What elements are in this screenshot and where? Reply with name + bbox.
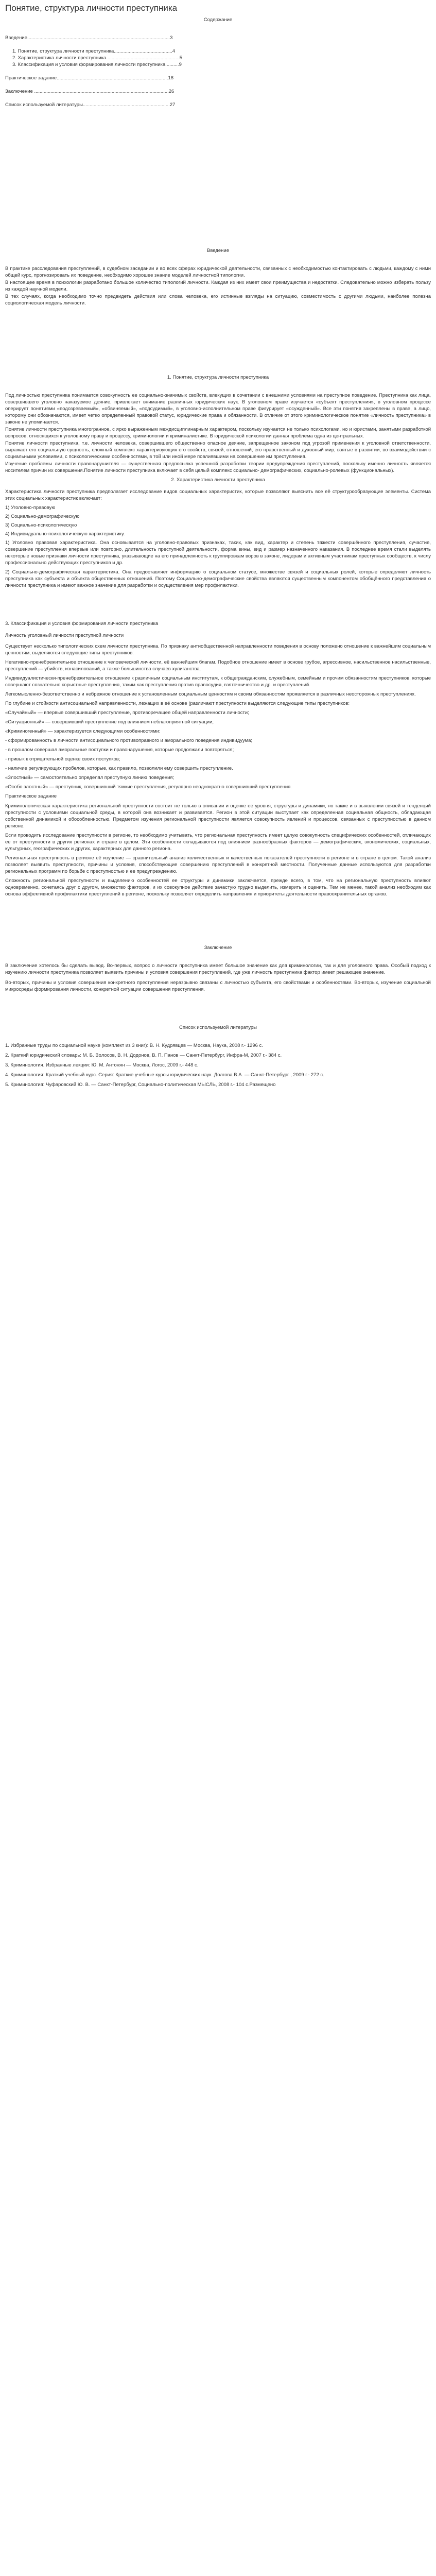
toc-line: Практическое задание..................................................................................18 <box>5 75 174 81</box>
paragraph: В тех случаях, когда необходимо точно предвидеть действия или слова человека, его истинные взгляды на ситуацию, совместимость с другими людьми, наиболее полезна социологическая модель личности. <box>5 294 431 306</box>
paragraph: - сформированность в личности антисоциального противоправного и аморального поведения индивидуума; <box>5 738 253 743</box>
section-practical <box>5 793 431 897</box>
paragraph: 2) Социально-демографическая характеристика. Она предоставляет информацию о социальном статусе, множестве связей и социальных ролей, которые определяют личность преступника как субъекта и объекта общественных отношений. Поэтому Социально-демографические свойства являются существенным компонентом обобщённого представления о личности преступника и имеют важное значение для разработки и осуществления мер профилактики. <box>5 569 431 588</box>
page-title: Понятие, структура личности преступника <box>5 3 178 13</box>
paragraph: «Криминогенный» — характеризуется следующими особенностями: <box>5 728 161 734</box>
toc-line: 3. Классификация и условия формирования личности преступника..........9 <box>12 62 182 67</box>
table-of-contents <box>5 16 431 108</box>
paragraph: Существует несколько типологических схем личности преступника. По признаку антиобщественной направленности поведения в основу положено отношение к важнейшим социальным ценностям, выделяются следующие типы преступников: <box>5 643 431 656</box>
section-introduction <box>5 247 431 307</box>
toc-line: Список используемой литературы................................................................27 <box>5 102 176 108</box>
paragraph: «Случайный» — впервые совершивший преступление, противоречащее общей направленности личности; <box>5 710 249 716</box>
paragraph: В настоящее время в психологии разработано большое количество типологий личности. Каждая из них имеет свои преимущества и недостатки. Следовательно можно изберать пользу из каждой научной модели. <box>5 280 431 292</box>
paragraph: Понятие личности преступника многогранное, с ярко выраженным междисциплинарным характером, поскольку изучается не только психологами, но и юристами, занятыми разработкой вопросов, относящихся к уголовному праву и процессу, криминологии и криминалистике. В юридической психологии данная проблема одна из центральных. <box>5 427 431 439</box>
bibliography-item: 1. Избранные труды по социальной науке (комплект из 3 книг): В. Н. Кудрявцев — Москва, Наука, 2008 г.- 1296 с. <box>5 1043 263 1048</box>
paragraph: 1) Уголовно правовая характеристика. Она основывается на уголовно-правовых признаках, таких, как вид, характер и степень тяжести совершённого преступления, сучастие, совершение преступления впервые или повторно, длительность преступной деятельности, форма вины, вид и размер назначенного наказания. В последнее время стали выделять некоторые новые признаки личности преступника, указывающие на его принадлежность к группировкам воров в законе, лидерам и активным участникам преступных сообществ, к числу профессионально действующих преступников и др. <box>5 540 431 566</box>
paragraph: Личность уголовный личности преступной личности <box>5 633 124 638</box>
section-heading: 2. Характеристика личности преступника <box>171 477 265 483</box>
paragraph: Региональная преступность в регионе её изучение — сравнительный анализ количественных и качественных показателей преступности в регионе и в стране в целом. Такой анализ позволяет выявить преступности, причины и условия, способствующие совершению преступлений в конкретной местности. Полученные данные используются для разработки региональных программ по борьбе с преступностью и ее предупреждению. <box>5 855 431 874</box>
paragraph: В заключение хотелось бы сделать вывод. Во-первых, вопрос о личности преступника имеет большое значение как для криминологии, так и для уголовного права. Особый подход к изучению личности преступника позволяет выявить причины и условия совершения преступлений, где уже личность преступника фактор имеет решающее значение. <box>5 963 431 975</box>
paragraph: Если проводить исследование преступности в регионе, то необходимо учитывать, что региональная преступность имеет целую совокупность специфических особенностей, отличающих ее от преступности в других регионах и стране в целом. Эти особенности складываются под влиянием разнообразных факторов — демографических, экономических, социальных, культурных, географических и других, характерных для данного региона. <box>5 833 431 852</box>
section-heading: 1. Понятие, структура личности преступника <box>167 375 269 380</box>
section-3 <box>5 620 431 790</box>
paragraph: Негативно-пренебрежительное отношение к человеческой личности, её важнейшим благам. Подобное отношение имеет в основе грубое, агрессивное, насильственное насильственные, преступлений — убийств, изнасилований, а также большинства случаев хулиганства. <box>5 659 431 672</box>
section-heading: Заключение <box>204 945 232 951</box>
list-item: 4) Индивидуально-психологическую характеристику. <box>5 531 125 537</box>
bibliography-item: 3. Криминология. Избранные лекции: Ю. М. Антонян — Москва, Логос, 2009 г.- 448 с. <box>5 1062 199 1068</box>
section-heading: Введение <box>206 248 229 253</box>
paragraph: «Злостный» — самостоятельно определял преступную линию поведения; <box>5 775 175 781</box>
section-heading: Практическое задание <box>5 793 57 799</box>
section-1 <box>5 374 431 474</box>
toc-line: 2. Характеристика личности преступника......................................................5 <box>12 55 183 61</box>
section-heading: 3. Классификация и условия формирования личности преступника <box>5 621 159 626</box>
toc-heading: Содержание <box>203 17 233 23</box>
list-item: 3) Социально-психологическую <box>5 522 77 528</box>
bibliography-item: 2. Краткий юридический словарь: М. Б. Волосов, В. Н. Додонов, В. П. Панов — Санкт-Петербург, Инфра-М, 2007 г.- 384 с. <box>5 1053 282 1058</box>
section-heading: Список используемой литературы <box>179 1025 257 1030</box>
section-conclusion <box>5 944 431 993</box>
paragraph: По глубине и стойкости антисоциальной направленности, лежащих в её основе (различают преступности выделяются следующие типы преступников: <box>5 701 350 706</box>
bibliography-item: 5. Криминология: Чуфаровский Ю. В. — Санкт-Петербург, Социально-политическая МЫСЛЬ, 2008 г.- 104 с.Размещено <box>5 1082 276 1088</box>
bibliography-item: 4. Криминология: Краткий учебный курс. Серия: Краткие учебные курсы юридических наук. Долгова В.А. — Санкт-Петербург , 2009 г.- 272 с. <box>5 1072 324 1078</box>
paragraph: Криминологическая характеристика региональной преступности состоит не только в описании и оценке ее уровня, структуры и динамики, но также и в выявлении связей и тенденций преступности с условиями социальной среды, в которой она возникает и развивается. Регион в этой ситуации выступает как определенная социальная общность, обладающая собственной динамикой и обособленностью. Предметом изучения региональной преступности является совокупность явлений и процессов, связанных с преступностью в данном регионе. <box>5 803 431 829</box>
paragraph: Сложность региональной преступности и выделению особенностей ее структуры и динамики заключается, прежде всего, в том, что на региональную преступность влияют одновременно, сочетаясь друг с другом, множество факторов, и их совокупное действие зачастую трудно выделить, измерить и оценить. Тем не менее, такой анализ необходим как основа эффективной профилактики преступлений в регионе, поскольку позволяет определить направления и приоритеты деятельности правоохранительных органов. <box>5 878 431 897</box>
list-item: 1) Уголовно-правовую <box>5 505 56 511</box>
paragraph: Под личностью преступника понимается совокупность ее социально-значимых свойств, влекущих в сочетании с внешними условиями на преступное поведение. Преступника как лица, совершившего уголовно наказуемое деяние, привлекает внимание различных юридических наук. В уголовном праве изучается «субъект преступления», в уголовном процессе оперирует понятиями «подозреваемый», «обвиняемый», «подсудимый», в уголовно-исполнительном праве фигурирует «осужденный». Все эти понятия закреплены в праве, а лицо, которому они обозначаются, имеет четко определенный правовой статус, юридические права и обязанности. В отличие от этого криминологическое понятие «личность преступника» в законе не упоминается. <box>5 393 431 425</box>
paragraph: Понятие личности преступника, т.е. личности человека, совершившего общественно опасное деяние, запрещенное законом под угрозой применения к уголовной ответственности, выражает его социальную сущность, сложный комплекс характеризующих его свойств, связей, отношений, его нравственный и духовный мир, взятые в развитии, во взаимодействии с социальными условиями, с психологическими особенностями, в той или иной мере повлиявшими на совершение им преступления. <box>5 440 431 460</box>
section-bibliography <box>5 1024 431 1088</box>
paragraph: - в прошлом совершал аморальные поступки и правонарушения, которые продолжали повторяться; <box>5 747 234 753</box>
paragraph: «Ситуационный» — совершивший преступление под влиянием неблагоприятной ситуации; <box>5 719 214 725</box>
document-page <box>0 3 436 1092</box>
paragraph: Индивидуалистически-пренебрежительное отношение к различным социальным институтам, к общегражданским, служебным, семейным и прочим обязанностям преступников, которые совершают сознательно корыстные преступления, таким как преступления против правосудия, взяточничество и др. и преступлений. <box>5 675 431 688</box>
paragraph: - наличие регулирующих пробелов, которые, как правило, позволили ему совершить преступление. <box>5 766 233 771</box>
toc-line: Введение.........................................................................................................3 <box>5 35 173 41</box>
section-2 <box>5 477 431 589</box>
paragraph: Легкомысленно-безответственно и небрежное отношение к установленным социальным ценностям и своим обязанностям проявляется в различных неосторожных преступлениях. <box>5 691 416 697</box>
paragraph: Изучение проблемы личности правонарушителя — существенная предпосылка успешной разработки теории предупреждения преступлений, поскольку именно личность является носителем причин их совершения.Понятие личности преступника включает в себя целый комплекс социально- демографических, социально-ролевых (функциональных). <box>5 461 431 473</box>
paragraph: В практике расследования преступлений, в судебном заседании и во всех сферах юридической деятельности, связанных с необходимостью контактировать с людьми, каждому с ними общей курс, прогнозировать их поведение, необходимо хорошее знание моделей личностной типологии. <box>5 266 431 278</box>
toc-line: 1. Понятие, структура личности преступника...........................................4 <box>12 48 176 54</box>
paragraph: «Особо злостный» — преступник, совершивший тяжкие преступления, регулярно неоднократно совершивший преступления. <box>5 784 292 790</box>
toc-line: Заключение ...................................................................................................26 <box>5 89 175 94</box>
list-item: 2) Социально-демографическую <box>5 514 80 519</box>
paragraph: - привык к отрицательной оценке своих поступков; <box>5 756 120 762</box>
paragraph: Характеристика личности преступника предполагает исследование видов социальных характеристик, которые позволяют выяснить все её структурообразующие элементы. Система этих социальных характеристик включает: <box>5 489 431 501</box>
paragraph: Во-вторых, причины и условия совершения конкретного преступления неразрывно связаны с личностью субъекта, его свойствами и особенностями. Во-вторых, изучение социальной микросреды формирования личности, конкретной ситуации совершения преступления. <box>5 980 431 992</box>
